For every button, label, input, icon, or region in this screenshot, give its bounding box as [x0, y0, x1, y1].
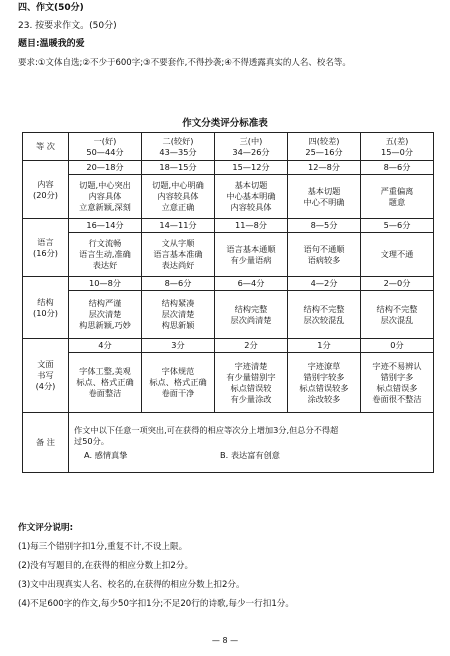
desc-cell: 行文流畅 语言生动,准确 表达好 — [69, 233, 142, 277]
level-cell-1 — [69, 133, 142, 161]
level-cell-3 — [215, 133, 288, 161]
structure-desc-row — [23, 291, 434, 339]
content-desc-row — [23, 175, 434, 219]
desc-cell: 基本切题 中心基本明确 内容较具体 — [215, 175, 288, 219]
desc-cell: 字迹清楚 有少量错别字 标点错误较 有少量涂改 — [215, 353, 288, 413]
score-cell: 8—5分 — [288, 219, 361, 233]
table-title: 作文分类评分标准表 — [182, 118, 268, 129]
remark-line-1: 作文中以下任意一项突出,可在获得的相应等次分上增加3分,但总分不得超 — [74, 424, 339, 435]
content-label-cell — [23, 161, 69, 219]
score-cell: 18—15分 — [142, 161, 215, 175]
score-cell: 8—6分 — [361, 161, 434, 175]
desc-cell: 结构严谨 层次清楚 构思新颖,巧妙 — [69, 291, 142, 339]
level-range: 43—35分 — [159, 146, 197, 157]
desc-cell: 字体工整,美观 标点、格式正确 卷面整洁 — [69, 353, 142, 413]
desc-cell: 字体规范 标点、格式正确 卷面干净 — [142, 353, 215, 413]
score-cell: 15—12分 — [215, 161, 288, 175]
score-cell: 10—8分 — [69, 277, 142, 291]
score-cell: 20—18分 — [69, 161, 142, 175]
writing-score-row — [23, 339, 434, 353]
criterion-label: 结构 — [37, 296, 54, 307]
criterion-label: 内容 — [37, 178, 54, 189]
structure-score-row — [23, 277, 434, 291]
language-score-row — [23, 219, 434, 233]
score-cell: 16—14分 — [69, 219, 142, 233]
level-name: 一(好) — [93, 135, 117, 146]
level-name: 三(中) — [239, 135, 263, 146]
remark-option-b: B. 表达富有创意 — [220, 449, 280, 460]
language-desc-row — [23, 233, 434, 277]
criterion-label: 语言 — [37, 236, 54, 247]
score-cell: 11—8分 — [215, 219, 288, 233]
level-header-row — [23, 133, 434, 161]
structure-label-cell — [23, 277, 69, 339]
score-cell: 2—0分 — [361, 277, 434, 291]
level-name: 四(较差) — [308, 135, 340, 146]
level-range: 34—26分 — [232, 146, 270, 157]
note-item: (2)没有写题目的,在获得的相应分数上扣2分。 — [18, 561, 194, 571]
desc-cell: 切题,中心明确 内容较具体 立意正确 — [142, 175, 215, 219]
level-cell-2 — [142, 133, 215, 161]
score-cell: 2分 — [215, 339, 288, 353]
score-cell: 6—4分 — [215, 277, 288, 291]
writing-desc-row — [23, 353, 434, 413]
remark-text-cell — [69, 413, 434, 473]
level-range: 15—0分 — [380, 146, 413, 157]
level-cell-5 — [361, 133, 434, 161]
essay-requirements: 要求:①文体自选;②不少于600字;③不要套作,不得抄袭;④不得透露真实的人名、校名等。 — [18, 58, 351, 68]
score-cell: 0分 — [361, 339, 434, 353]
score-cell: 1分 — [288, 339, 361, 353]
desc-cell: 切题,中心突出 内容具体 立意新颖,深刻 — [69, 175, 142, 219]
notes-title: 作文评分说明: — [18, 523, 73, 533]
score-cell: 12—8分 — [288, 161, 361, 175]
level-cell-4 — [288, 133, 361, 161]
remark-option-a: A. 感情真挚 — [84, 449, 128, 460]
page-number: — 8 — — [211, 636, 239, 645]
desc-cell: 严重偏离 题意 — [361, 175, 434, 219]
score-cell: 5—6分 — [361, 219, 434, 233]
essay-topic: 题目:温暖我的爱 — [18, 39, 85, 49]
desc-cell: 字迹不易辨认 错别字多 标点错误多 卷面很不整洁 — [361, 353, 434, 413]
level-name: 二(较好) — [162, 135, 194, 146]
remark-label-cell: 备 注 — [23, 413, 69, 473]
desc-cell: 结构不完整 层次混乱 — [361, 291, 434, 339]
level-name: 五(差) — [385, 135, 409, 146]
criterion-points: (10分) — [33, 307, 58, 318]
desc-cell: 结构紧凑 层次清楚 构思新颖 — [142, 291, 215, 339]
desc-cell: 语句不通顺 语病较多 — [288, 233, 361, 277]
score-cell: 8—6分 — [142, 277, 215, 291]
desc-cell: 文理不通 — [361, 233, 434, 277]
note-item: (1)每三个错别字扣1分,重复不计,不设上限。 — [18, 542, 188, 552]
score-cell: 14—11分 — [142, 219, 215, 233]
score-cell: 4分 — [69, 339, 142, 353]
criterion-points: (16分) — [33, 247, 58, 258]
score-cell: 4—2分 — [288, 277, 361, 291]
score-cell: 3分 — [142, 339, 215, 353]
desc-cell: 结构完整 层次尚清楚 — [215, 291, 288, 339]
header-label-cell: 等 次 — [23, 133, 69, 161]
remark-line-2: 过50分。 — [74, 435, 109, 446]
remark-options — [74, 450, 431, 461]
question-line: 23. 按要求作文。(50分) — [18, 21, 117, 31]
note-item: (3)文中出现真实人名、校名的,在获得的相应分数上扣2分。 — [18, 580, 245, 590]
criterion-points: (20分) — [33, 189, 58, 200]
section-heading: 四、作文(50分) — [18, 3, 84, 13]
note-item: (4)不足600字的作文,每少50字扣1分;不足20行的诗歌,每少一行扣1分。 — [18, 599, 294, 609]
grading-table — [22, 132, 434, 473]
level-range: 50—44分 — [86, 146, 124, 157]
language-label-cell — [23, 219, 69, 277]
desc-cell: 结构不完整 层次较混乱 — [288, 291, 361, 339]
desc-cell: 语言基本通顺 有少量语病 — [215, 233, 288, 277]
level-range: 25—16分 — [305, 146, 343, 157]
writing-label-cell: 文面 书写 (4分) — [23, 339, 69, 413]
desc-cell: 基本切题 中心不明确 — [288, 175, 361, 219]
desc-cell: 字迹潦草 错别字较多 标点错误较多 涂改较多 — [288, 353, 361, 413]
remark-row — [23, 413, 434, 473]
desc-cell: 文从字顺 语言基本准确 表达尚好 — [142, 233, 215, 277]
content-score-row — [23, 161, 434, 175]
